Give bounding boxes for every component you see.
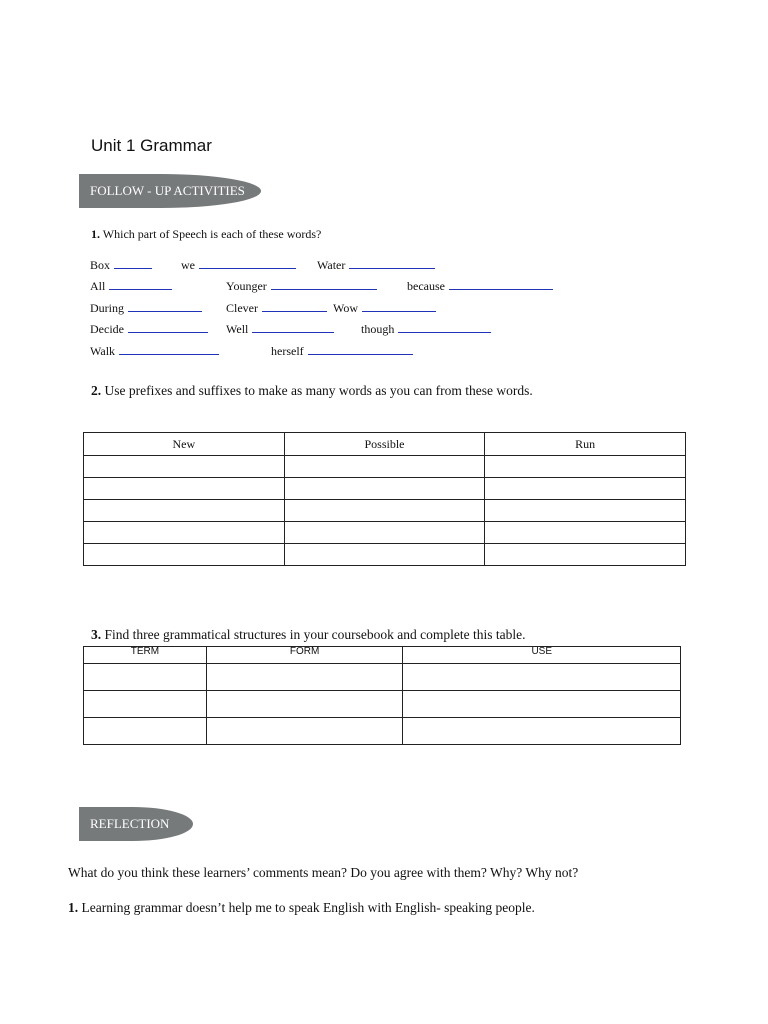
table-cell[interactable]	[485, 522, 686, 544]
follow-up-banner: FOLLOW - UP ACTIVITIES	[79, 174, 261, 208]
word-item	[317, 257, 435, 273]
word-item	[90, 278, 172, 294]
column-header-term: TERM	[84, 647, 207, 664]
table-cell[interactable]	[84, 691, 207, 718]
word-item	[333, 300, 436, 316]
word-item	[226, 278, 377, 294]
table-cell[interactable]	[284, 522, 485, 544]
table-cell[interactable]	[403, 691, 681, 718]
question-1-number: 1.	[91, 227, 100, 241]
column-header-run: Run	[485, 433, 686, 456]
answer-blank[interactable]	[252, 321, 334, 333]
table-cell[interactable]	[284, 544, 485, 566]
word-label: Younger	[226, 279, 267, 293]
word-item	[181, 257, 296, 273]
table-cell[interactable]	[403, 664, 681, 691]
question-1-text: Which part of Speech is each of these words?	[102, 227, 322, 241]
table-header-row	[84, 433, 686, 456]
column-header-use: USE	[403, 647, 681, 664]
answer-blank[interactable]	[449, 278, 553, 290]
question-2-text: Use prefixes and suffixes to make as many words as you can from these words.	[104, 383, 533, 398]
answer-blank[interactable]	[109, 278, 172, 290]
page-title: Unit 1 Grammar	[91, 136, 212, 155]
table-row	[84, 456, 686, 478]
reflection-banner: REFLECTION	[79, 807, 193, 841]
answer-blank[interactable]	[349, 257, 435, 269]
table-cell[interactable]	[206, 664, 403, 691]
table-row	[84, 522, 686, 544]
question-3	[91, 627, 526, 643]
word-label: Decide	[90, 322, 124, 336]
column-header-form: FORM	[206, 647, 403, 664]
answer-blank[interactable]	[119, 343, 219, 355]
question-2	[91, 383, 533, 399]
reflection-item-text: Learning grammar doesn’t help me to speak English with English- speaking people.	[81, 900, 535, 915]
table-row	[84, 478, 686, 500]
table-cell[interactable]	[284, 478, 485, 500]
word-label: Clever	[226, 301, 258, 315]
table-cell[interactable]	[84, 544, 285, 566]
table-cell[interactable]	[206, 718, 403, 745]
answer-blank[interactable]	[262, 300, 327, 312]
word-item	[226, 300, 327, 316]
table-row	[84, 500, 686, 522]
answer-blank[interactable]	[128, 300, 202, 312]
grammar-structures-table	[83, 646, 681, 745]
table-row	[84, 544, 686, 566]
table-cell[interactable]	[284, 456, 485, 478]
reflection-prompt: What do you think these learners’ comments mean? Do you agree with them? Why? Why not?	[68, 865, 579, 880]
answer-blank[interactable]	[114, 257, 152, 269]
reflection-item-1	[68, 900, 535, 916]
question-3-number: 3.	[91, 627, 102, 642]
table-cell[interactable]	[403, 718, 681, 745]
column-header-new: New	[84, 433, 285, 456]
word-item	[90, 300, 202, 316]
table-cell[interactable]	[485, 456, 686, 478]
word-item	[407, 278, 553, 294]
word-label: we	[181, 258, 195, 272]
word-label: Water	[317, 258, 346, 272]
word-label: though	[361, 322, 395, 336]
word-label: Box	[90, 258, 111, 272]
word-item	[90, 257, 152, 273]
column-header-possible: Possible	[284, 433, 485, 456]
table-cell[interactable]	[84, 500, 285, 522]
table-row	[84, 691, 681, 718]
word-item	[271, 343, 413, 359]
table-cell[interactable]	[485, 478, 686, 500]
word-label: All	[90, 279, 106, 293]
table-cell[interactable]	[284, 500, 485, 522]
table-cell[interactable]	[84, 522, 285, 544]
table-row	[84, 718, 681, 745]
reflection-item-number: 1.	[68, 900, 79, 915]
word-label: because	[407, 279, 445, 293]
word-label: Walk	[90, 344, 116, 358]
answer-blank[interactable]	[398, 321, 491, 333]
table-cell[interactable]	[485, 544, 686, 566]
table-cell[interactable]	[206, 691, 403, 718]
answer-blank[interactable]	[199, 257, 296, 269]
table-cell[interactable]	[84, 664, 207, 691]
word-item	[90, 343, 219, 359]
word-formation-table	[83, 432, 686, 566]
word-label: Well	[226, 322, 249, 336]
table-cell[interactable]	[84, 718, 207, 745]
table-cell[interactable]	[84, 456, 285, 478]
table-header-row	[84, 647, 681, 664]
answer-blank[interactable]	[128, 321, 208, 333]
question-2-number: 2.	[91, 383, 102, 398]
word-item	[361, 321, 491, 337]
word-label: Wow	[333, 301, 359, 315]
table-cell[interactable]	[84, 478, 285, 500]
answer-blank[interactable]	[362, 300, 436, 312]
question-1	[91, 227, 321, 242]
word-label: During	[90, 301, 124, 315]
word-label: herself	[271, 344, 304, 358]
word-item	[226, 321, 334, 337]
table-row	[84, 664, 681, 691]
table-cell[interactable]	[485, 500, 686, 522]
question-3-text: Find three grammatical structures in your coursebook and complete this table.	[104, 627, 526, 642]
word-item	[90, 321, 208, 337]
answer-blank[interactable]	[308, 343, 413, 355]
answer-blank[interactable]	[271, 278, 377, 290]
